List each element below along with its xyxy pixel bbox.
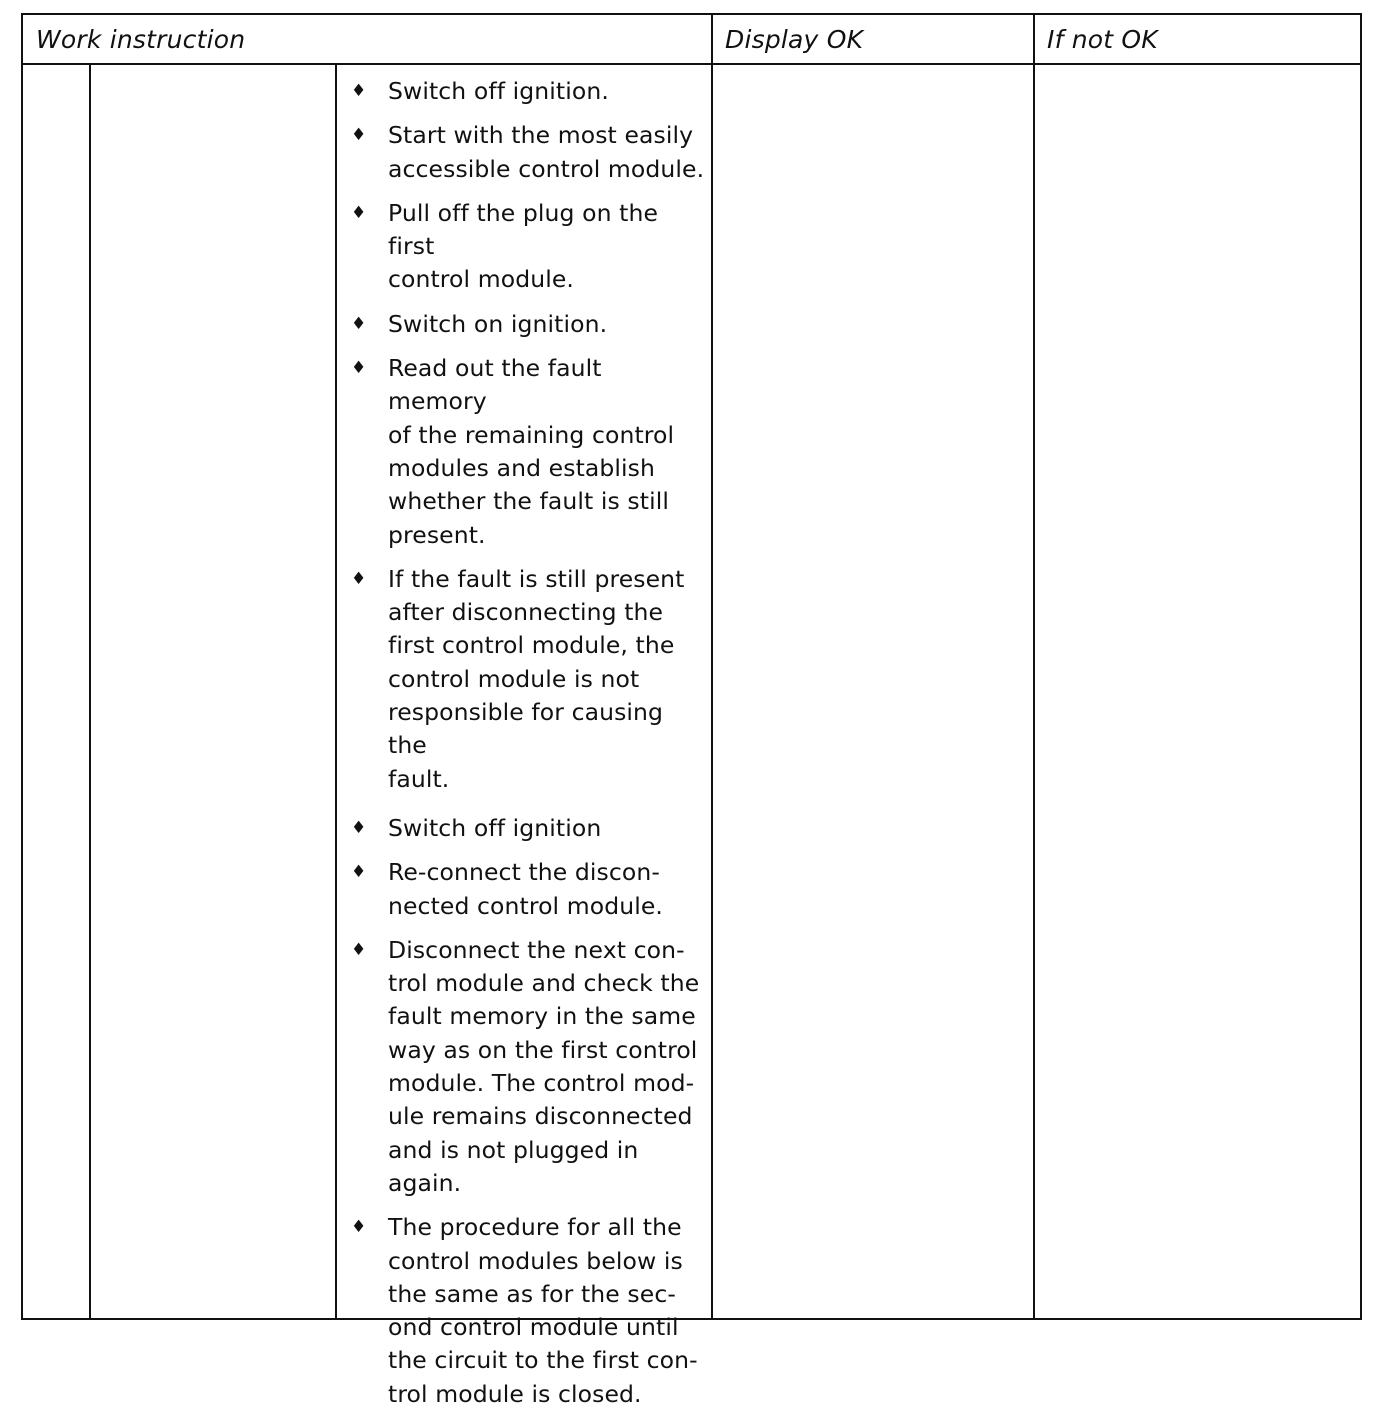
step-text: Disconnect the next con- trol module and check the fault memory in the same way as on the first control module. The control mod- ule remains disconnected and is not plugged in again. <box>388 935 700 1197</box>
step-text: If the fault is still present after disconnecting the first control module, the control module is not responsible for causing the fault. <box>388 564 685 793</box>
column-divider-1 <box>89 65 91 1318</box>
step-item <box>345 352 705 552</box>
step-item <box>345 75 705 108</box>
work-instruction-table <box>21 13 1362 1408</box>
diamond-bullet-icon: ♦ <box>351 939 367 960</box>
diamond-bullet-icon: ♦ <box>351 202 367 223</box>
step-text: Switch off ignition <box>388 813 602 842</box>
diamond-bullet-icon: ♦ <box>351 817 367 838</box>
header-work-instruction: Work instruction <box>36 25 246 54</box>
header-divider <box>23 63 1360 65</box>
step-text: Pull off the plug on the first control module. <box>388 198 659 294</box>
step-item <box>345 812 705 845</box>
step-item <box>345 1211 705 1411</box>
step-text: Switch on ignition. <box>388 309 608 338</box>
step-item <box>345 934 705 1200</box>
step-item <box>345 308 705 341</box>
column-divider-2 <box>335 65 337 1318</box>
diamond-bullet-icon: ♦ <box>351 358 367 379</box>
diamond-bullet-icon: ♦ <box>351 81 367 101</box>
instruction-steps <box>345 75 705 1422</box>
step-text: Read out the fault memory of the remaining control modules and establish whether the fault is still present. <box>388 354 675 549</box>
diamond-bullet-icon: ♦ <box>351 125 367 146</box>
column-divider-4 <box>1033 15 1035 1318</box>
step-text: The procedure for all the control modules below is the same as for the sec- ond control module until the circuit to the first con- trol module is closed. <box>388 1213 698 1408</box>
step-text: Re-connect the discon- nected control module. <box>388 858 663 920</box>
diamond-bullet-icon: ♦ <box>351 862 367 883</box>
diamond-bullet-icon: ♦ <box>351 313 367 334</box>
column-divider-3 <box>711 15 713 1318</box>
diamond-bullet-icon: ♦ <box>351 568 367 589</box>
step-text: Switch off ignition. <box>388 77 609 105</box>
step-text: Start with the most easily accessible control module. <box>388 121 705 183</box>
header-display-ok: Display OK <box>725 25 864 54</box>
step-item <box>345 856 705 923</box>
step-item <box>345 197 705 297</box>
step-item <box>345 563 705 796</box>
step-item <box>345 119 705 186</box>
diamond-bullet-icon: ♦ <box>351 1217 367 1238</box>
header-if-not-ok: If not OK <box>1047 25 1158 54</box>
